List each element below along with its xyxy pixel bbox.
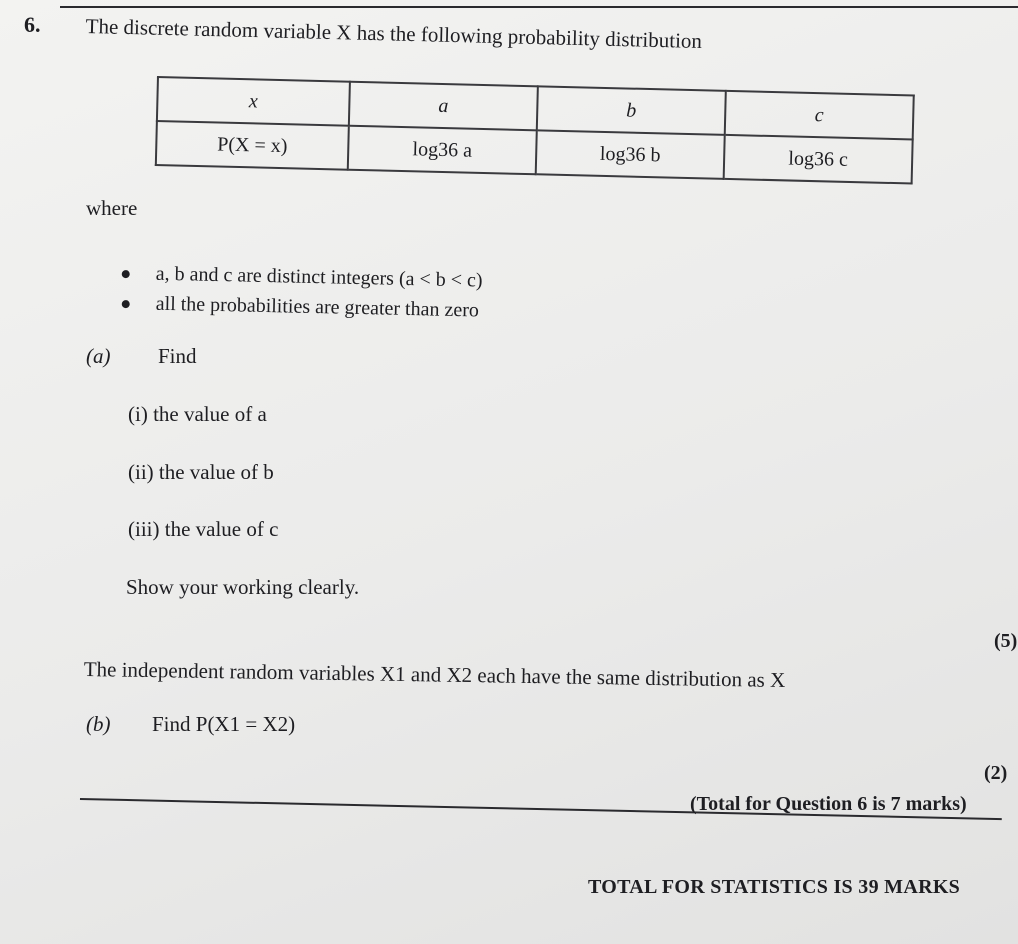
top-rule bbox=[60, 6, 1018, 8]
part-a-item: (i) the value of a bbox=[128, 402, 267, 426]
question-number: 6. bbox=[24, 12, 41, 37]
bullet-icon bbox=[122, 300, 130, 308]
distribution-table bbox=[155, 76, 915, 184]
table-cell: x bbox=[157, 77, 350, 126]
table-cell: log36 a bbox=[348, 126, 537, 175]
where-label: where bbox=[86, 196, 138, 220]
part-a-item: (ii) the value of b bbox=[128, 460, 274, 484]
condition-text: a, b and c are distinct integers (a < b < c) bbox=[155, 262, 483, 292]
part-b-instruction: Find P(X1 = X2) bbox=[152, 712, 296, 736]
condition-bullet bbox=[122, 292, 480, 322]
part-a-label: (a) bbox=[86, 344, 111, 368]
table-cell: log36 b bbox=[536, 130, 725, 179]
working-note: Show your working clearly. bbox=[126, 575, 360, 599]
condition-bullet bbox=[122, 262, 483, 293]
part-b-marks: (2) bbox=[984, 762, 1008, 784]
table-cell: b bbox=[537, 86, 726, 135]
table-cell: c bbox=[725, 91, 914, 140]
part-a-item: (iii) the value of c bbox=[128, 517, 279, 541]
table-cell: log36 c bbox=[724, 135, 913, 184]
table-cell: P(X = x) bbox=[156, 121, 349, 170]
part-a-instruction: Find bbox=[158, 344, 197, 368]
independent-statement: The independent random variables X1 and X2 each have the same distribution as X bbox=[83, 657, 786, 693]
condition-text: all the probabilities are greater than zero bbox=[155, 292, 480, 322]
statistics-total: TOTAL FOR STATISTICS IS 39 MARKS bbox=[588, 876, 961, 898]
part-b-label: (b) bbox=[86, 712, 111, 736]
bullet-icon bbox=[122, 270, 130, 278]
question-stem: The discrete random variable X has the following probability distribution bbox=[85, 14, 703, 54]
part-a-marks: (5) bbox=[994, 630, 1018, 652]
table-cell: a bbox=[349, 82, 538, 131]
question-total: (Total for Question 6 is 7 marks) bbox=[690, 793, 967, 815]
